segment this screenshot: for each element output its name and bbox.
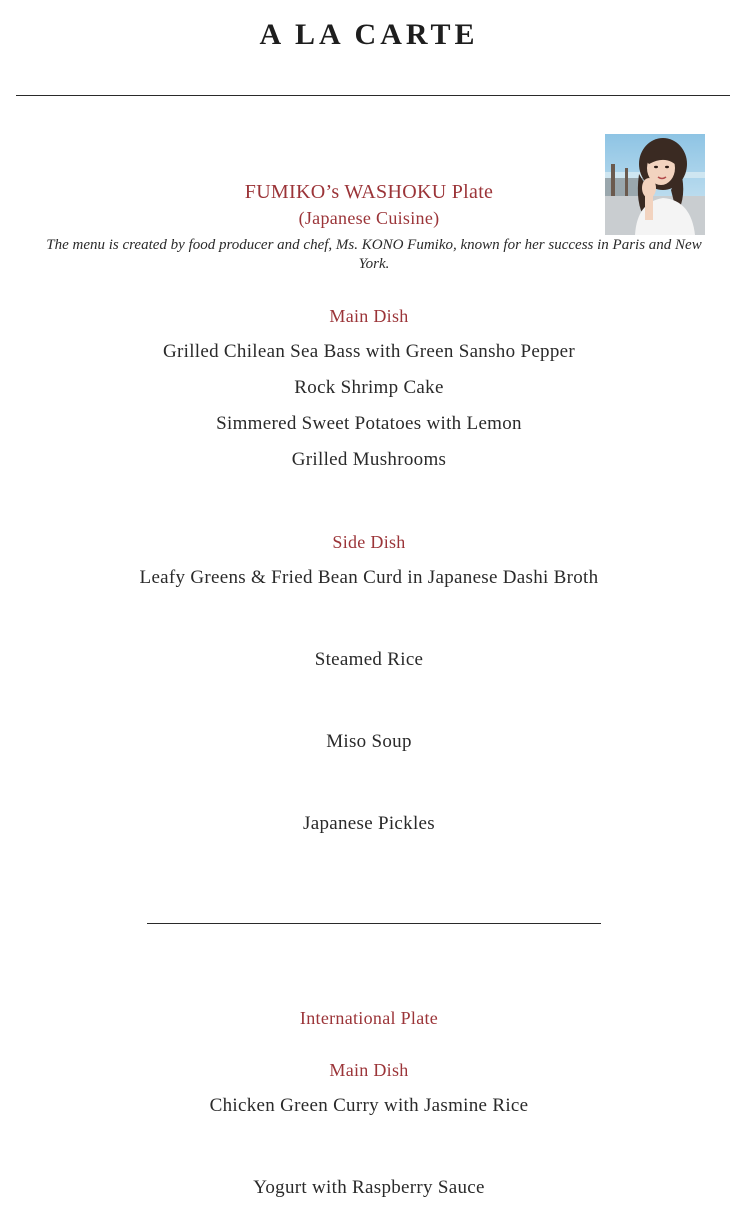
washoku-plate-subtitle: (Japanese Cuisine) <box>298 208 440 228</box>
washoku-side-dish-heading: Side Dish <box>332 532 406 552</box>
international-plate-title: International Plate <box>299 1008 439 1028</box>
page-title: A LA CARTE <box>259 18 479 51</box>
menu-item: Grilled Mushrooms <box>291 449 447 470</box>
menu-item: Miso Soup <box>326 731 412 752</box>
menu-item: Rock Shrimp Cake <box>294 377 444 398</box>
menu-item: Grilled Chilean Sea Bass with Green Sansho Pepper <box>162 341 576 362</box>
washoku-main-dish-heading: Main Dish <box>329 306 409 326</box>
washoku-plate-title: FUMIKO’s WASHOKU Plate <box>244 181 494 203</box>
menu-item: Simmered Sweet Potatoes with Lemon <box>216 413 522 434</box>
menu-item: Leafy Greens & Fried Bean Curd in Japanese Dashi Broth <box>139 567 599 588</box>
international-main-dish-heading: Main Dish <box>329 1060 409 1080</box>
header-divider <box>16 95 730 96</box>
section-divider <box>147 923 601 924</box>
menu-item: Chicken Green Curry with Jasmine Rice <box>209 1095 529 1116</box>
chef-description: The menu is created by food producer and chef, Ms. KONO Fumiko, known for her success in Paris and New York. <box>46 237 702 272</box>
menu-item: Steamed Rice <box>314 649 424 670</box>
menu-item: Japanese Pickles <box>303 813 435 834</box>
menu-item: Yogurt with Raspberry Sauce <box>253 1177 485 1198</box>
